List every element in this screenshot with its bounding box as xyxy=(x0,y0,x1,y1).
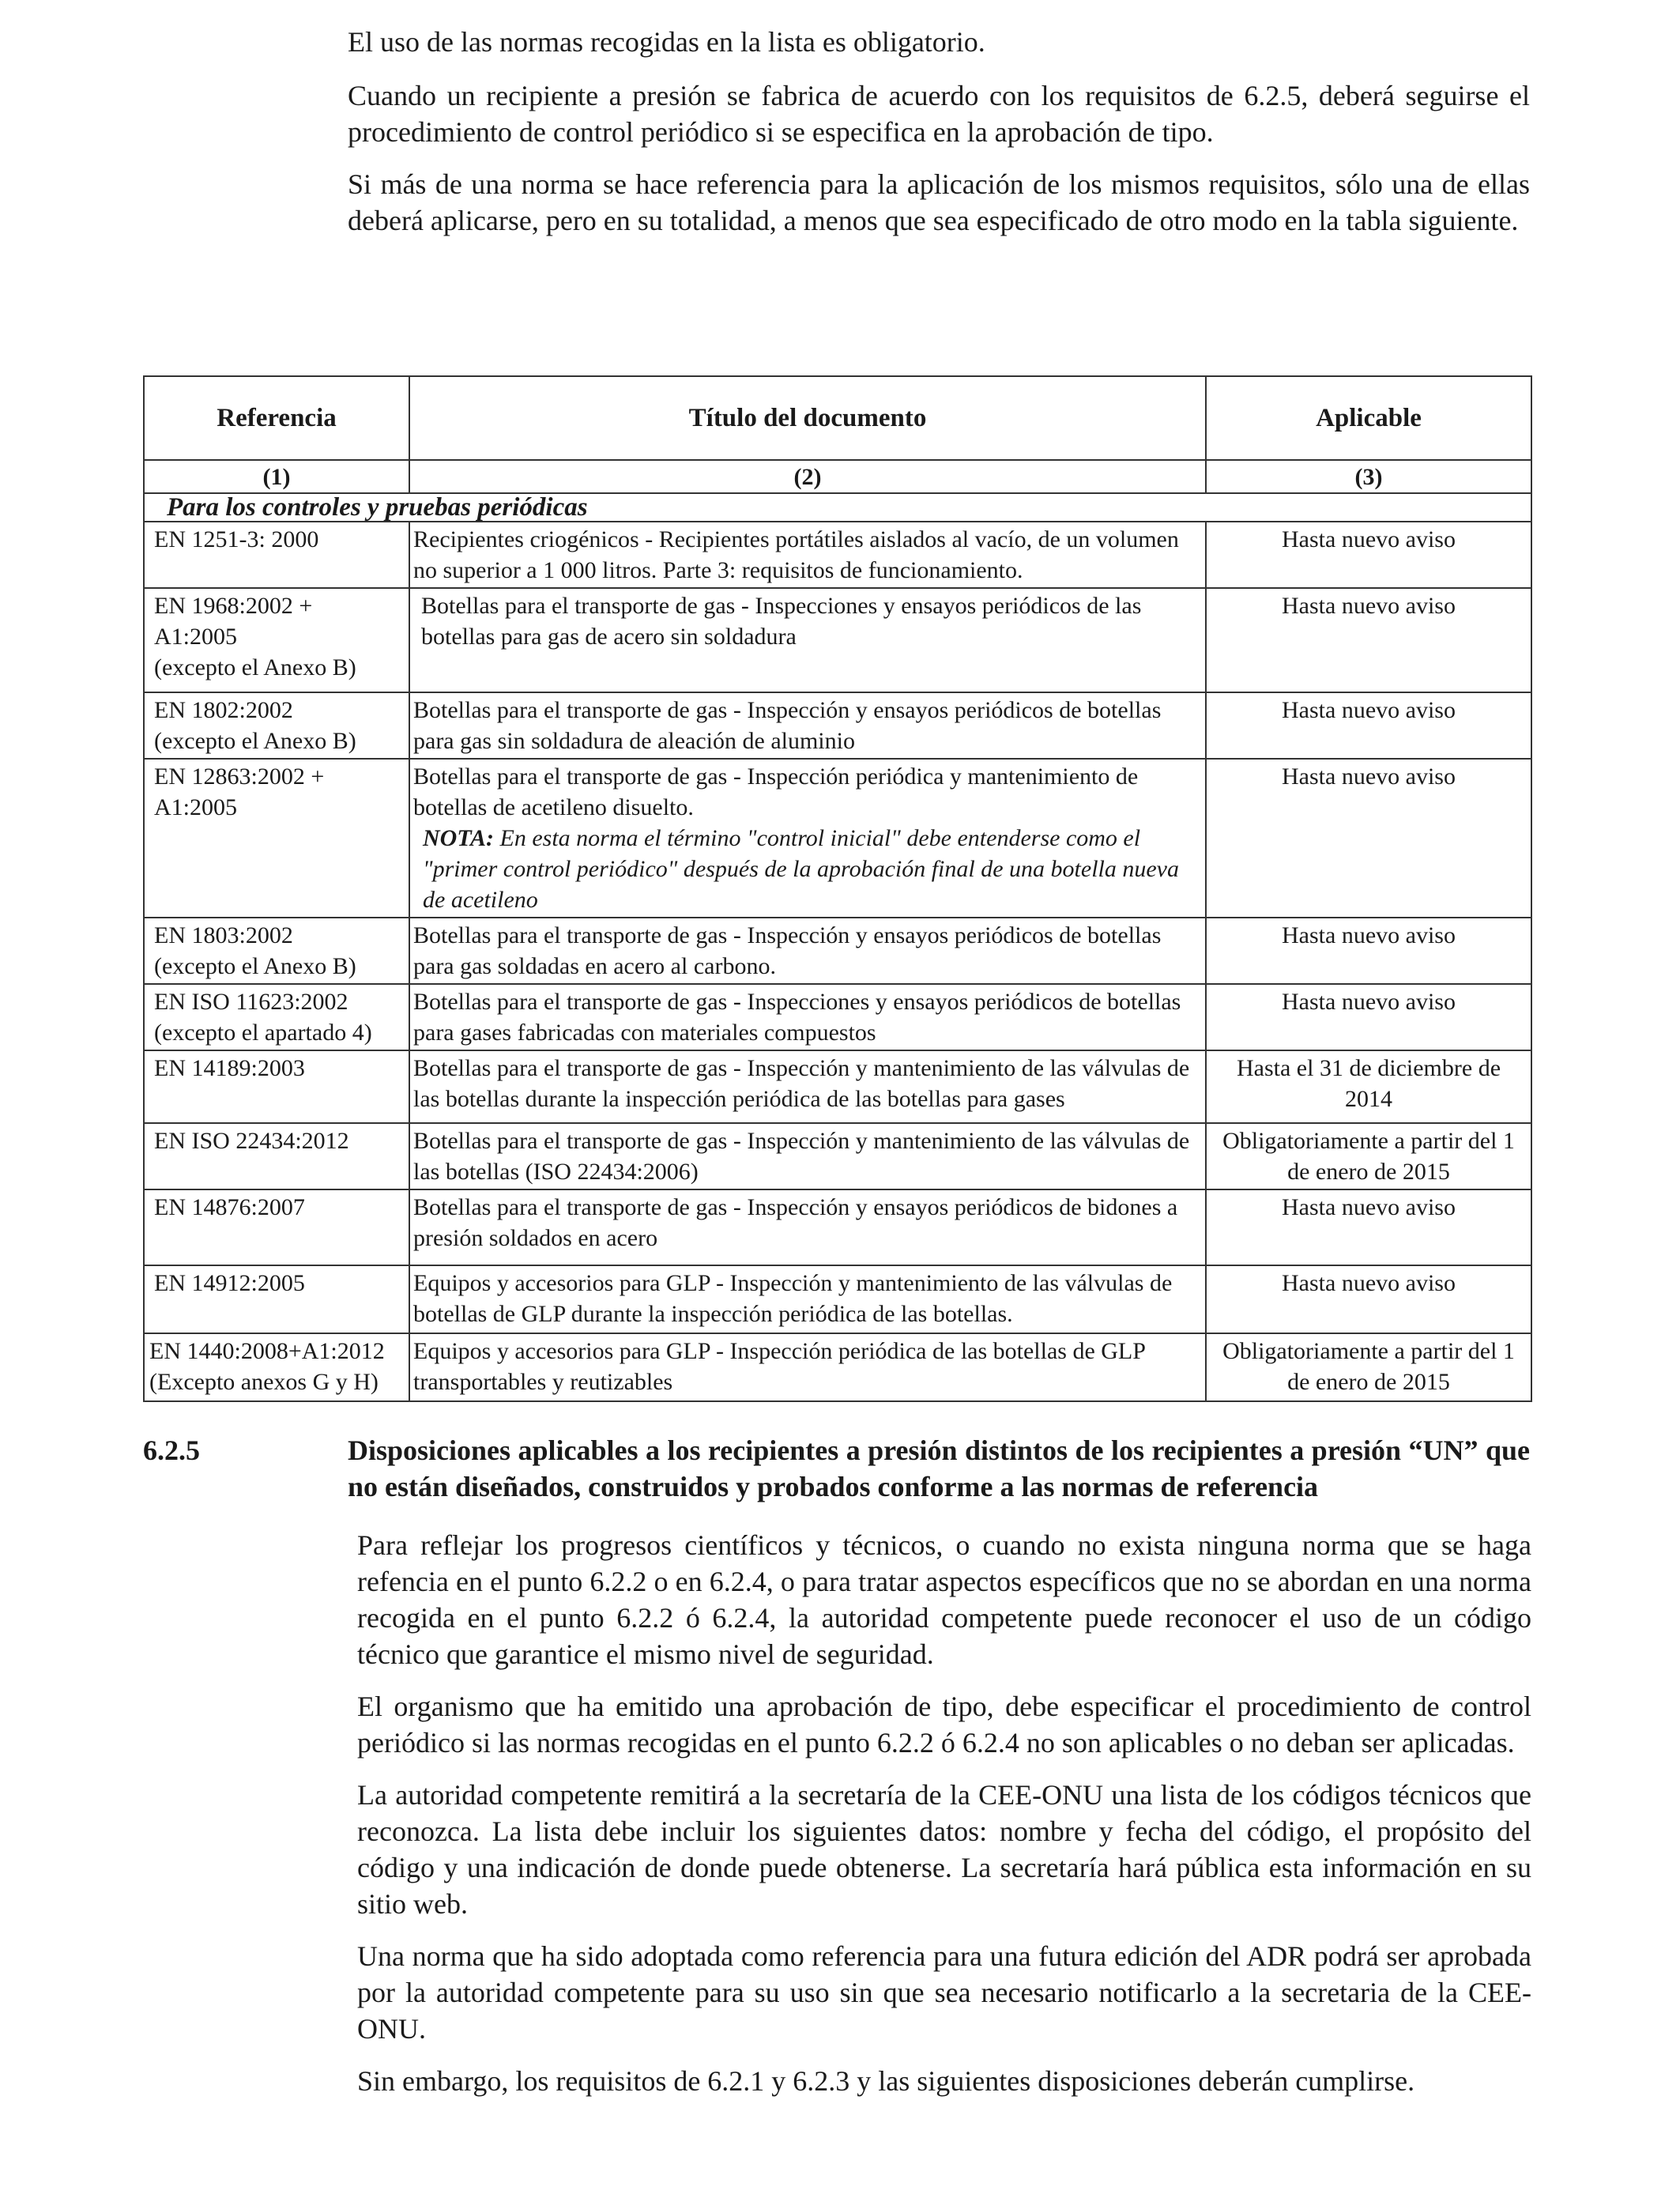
row-note xyxy=(413,823,1200,915)
row-reference-line: (excepto el apartado 4) xyxy=(154,1020,372,1046)
row-applicable: Hasta nuevo aviso xyxy=(1206,918,1531,984)
row-title: Equipos y accesorios para GLP - Inspección y mantenimiento de las válvulas de botellas de GLP durante la inspección periódica de las botellas. xyxy=(409,1265,1206,1333)
table-row xyxy=(144,1189,1531,1265)
row-reference-line: EN ISO 11623:2002 xyxy=(154,989,348,1015)
row-title-text: Botellas para el transporte de gas - Inspección periódica y mantenimiento de botellas de acetileno disuelto. xyxy=(413,763,1139,820)
section-paragraph: Una norma que ha sido adoptada como referencia para una futura edición del ADR podrá ser aprobada por la autoridad competente para su uso sin que sea necesario notificarlo a la secretaria de la CEE-ONU. xyxy=(357,1940,1531,2045)
row-applicable: Obligatoriamente a partir del 1 de enero de 2015 xyxy=(1206,1333,1531,1401)
column-number-row xyxy=(144,460,1531,493)
row-applicable: Hasta nuevo aviso xyxy=(1206,692,1531,759)
row-applicable: Hasta nuevo aviso xyxy=(1206,588,1531,692)
row-reference: EN 1251-3: 2000 xyxy=(144,522,409,588)
row-title: Equipos y accesorios para GLP - Inspección periódica de las botellas de GLP transportables y reutizables xyxy=(409,1333,1206,1401)
table-row xyxy=(144,692,1531,759)
row-reference xyxy=(144,918,409,984)
row-title: Botellas para el transporte de gas - Inspección y mantenimiento de las válvulas de las botellas (ISO 22434:2006) xyxy=(409,1123,1206,1189)
row-reference-line: A1:2005 xyxy=(154,794,237,820)
intro-text xyxy=(348,24,1530,254)
section-paragraph: Para reflejar los progresos científicos y técnicos, o cuando no exista ninguna norma que se haga refencia en el punto 6.2.2 o en 6.2.4, o para tratar aspectos específicos que no se abordan en una norma recogida en el punto 6.2.2 ó 6.2.4, la autoridad competente puede reconocer el uso de un código técnico que garantice el mismo nivel de seguridad. xyxy=(357,1529,1531,1670)
table-row xyxy=(144,1050,1531,1123)
row-reference-line: EN 1440:2008+A1:2012 xyxy=(149,1338,385,1364)
row-reference: EN 14189:2003 xyxy=(144,1050,409,1123)
row-reference-line: EN 1802:2002 xyxy=(154,697,293,723)
row-title: Botellas para el transporte de gas - Inspección y ensayos periódicos de botellas para gas sin soldadura de aleación de aluminio xyxy=(409,692,1206,759)
row-reference xyxy=(144,588,409,692)
table-row xyxy=(144,522,1531,588)
row-title: Recipientes criogénicos - Recipientes portátiles aislados al vacío, de un volumen no superior a 1 000 litros. Parte 3: requisitos de funcionamiento. xyxy=(409,522,1206,588)
table-row xyxy=(144,984,1531,1050)
note-text: En esta norma el término "control inicial" debe entenderse como el "primer control periódico" después de la aprobación final de una botella nueva de acetileno xyxy=(423,825,1179,913)
section-number: 6.2.5 xyxy=(143,1434,200,1466)
section-paragraph: La autoridad competente remitirá a la secretaría de la CEE-ONU una lista de los códigos técnicos que reconozca. La lista debe incluir los siguientes datos: nombre y fecha del código, el propósito del código y una indicación de donde puede obtenerse. La secretaría hará pública esta información en su sitio web. xyxy=(357,1779,1531,1920)
row-applicable: Hasta nuevo aviso xyxy=(1206,1189,1531,1265)
row-reference: EN 14876:2007 xyxy=(144,1189,409,1265)
header-reference: Referencia xyxy=(144,376,409,460)
section-body xyxy=(357,1527,1531,2115)
note-label: NOTA: xyxy=(423,825,494,851)
column-number-3: (3) xyxy=(1206,460,1531,493)
intro-paragraph-2: Cuando un recipiente a presión se fabrica de acuerdo con los requisitos de 6.2.5, deberá seguirse el procedimiento de control periódico si se especifica en la aprobación de tipo. xyxy=(348,80,1530,148)
row-reference: EN ISO 22434:2012 xyxy=(144,1123,409,1189)
row-title: Botellas para el transporte de gas - Inspecciones y ensayos periódicos de botellas para gases fabricadas con materiales compuestos xyxy=(409,984,1206,1050)
row-reference-line: EN 12863:2002 + xyxy=(154,763,325,790)
table-row xyxy=(144,1265,1531,1333)
row-title xyxy=(409,759,1206,918)
row-reference xyxy=(144,692,409,759)
section-title: Disposiciones aplicables a los recipientes a presión distintos de los recipientes a presión “UN” que no están diseñados, construidos y probados conforme a las normas de referencia xyxy=(348,1434,1530,1502)
section-paragraph: El organismo que ha emitido una aprobación de tipo, debe especificar el procedimiento de control periódico si las normas recogidas en el punto 6.2.2 ó 6.2.4 no son aplicables o no deban ser aplicadas. xyxy=(357,1691,1531,1759)
row-applicable: Hasta nuevo aviso xyxy=(1206,984,1531,1050)
row-reference-line: EN 1968:2002 + xyxy=(154,593,313,619)
table-row xyxy=(144,588,1531,692)
column-number-2: (2) xyxy=(409,460,1206,493)
header-applicable: Aplicable xyxy=(1206,376,1531,460)
row-applicable: Hasta nuevo aviso xyxy=(1206,759,1531,918)
row-reference-line: EN 1803:2002 xyxy=(154,922,293,948)
row-applicable: Hasta nuevo aviso xyxy=(1206,522,1531,588)
row-title: Botellas para el transporte de gas - Inspecciones y ensayos periódicos de las botellas para gas de acero sin soldadura xyxy=(409,588,1206,692)
row-applicable: Obligatoriamente a partir del 1 de enero de 2015 xyxy=(1206,1123,1531,1189)
row-reference-line: (excepto el Anexo B) xyxy=(154,728,356,754)
row-title: Botellas para el transporte de gas - Inspección y ensayos periódicos de bidones a presión soldados en acero xyxy=(409,1189,1206,1265)
table-row xyxy=(144,759,1531,918)
row-reference-line: A1:2005 xyxy=(154,624,237,650)
row-title: Botellas para el transporte de gas - Inspección y ensayos periódicos de botellas para gas soldadas en acero al carbono. xyxy=(409,918,1206,984)
row-reference-line: (excepto el Anexo B) xyxy=(154,953,356,979)
table-row xyxy=(144,918,1531,984)
row-reference xyxy=(144,759,409,918)
standards-table xyxy=(143,375,1532,1402)
row-reference-line: (Excepto anexos G y H) xyxy=(149,1369,379,1395)
table-row xyxy=(144,1333,1531,1401)
row-applicable: Hasta el 31 de diciembre de 2014 xyxy=(1206,1050,1531,1123)
section-paragraph: Sin embargo, los requisitos de 6.2.1 y 6.2.3 y las siguientes disposiciones deberán cumplirse. xyxy=(357,2065,1415,2097)
intro-paragraph-1: El uso de las normas recogidas en la lista es obligatorio. xyxy=(348,26,985,58)
intro-paragraph-3: Si más de una norma se hace referencia para la aplicación de los mismos requisitos, sólo una de ellas deberá aplicarse, pero en su totalidad, a menos que sea especificado de otro modo en la tabla siguiente. xyxy=(348,168,1530,236)
table-section-row xyxy=(144,493,1531,522)
row-reference xyxy=(144,1333,409,1401)
row-title: Botellas para el transporte de gas - Inspección y mantenimiento de las válvulas de las botellas durante la inspección periódica de las botellas para gases xyxy=(409,1050,1206,1123)
row-applicable: Hasta nuevo aviso xyxy=(1206,1265,1531,1333)
header-document-title: Título del documento xyxy=(409,376,1206,460)
table-header-row xyxy=(144,376,1531,460)
row-reference xyxy=(144,984,409,1050)
section-label: Para los controles y pruebas periódicas xyxy=(144,493,1531,522)
row-reference: EN 14912:2005 xyxy=(144,1265,409,1333)
column-number-1: (1) xyxy=(144,460,409,493)
table-row xyxy=(144,1123,1531,1189)
row-reference-line: (excepto el Anexo B) xyxy=(154,654,356,680)
